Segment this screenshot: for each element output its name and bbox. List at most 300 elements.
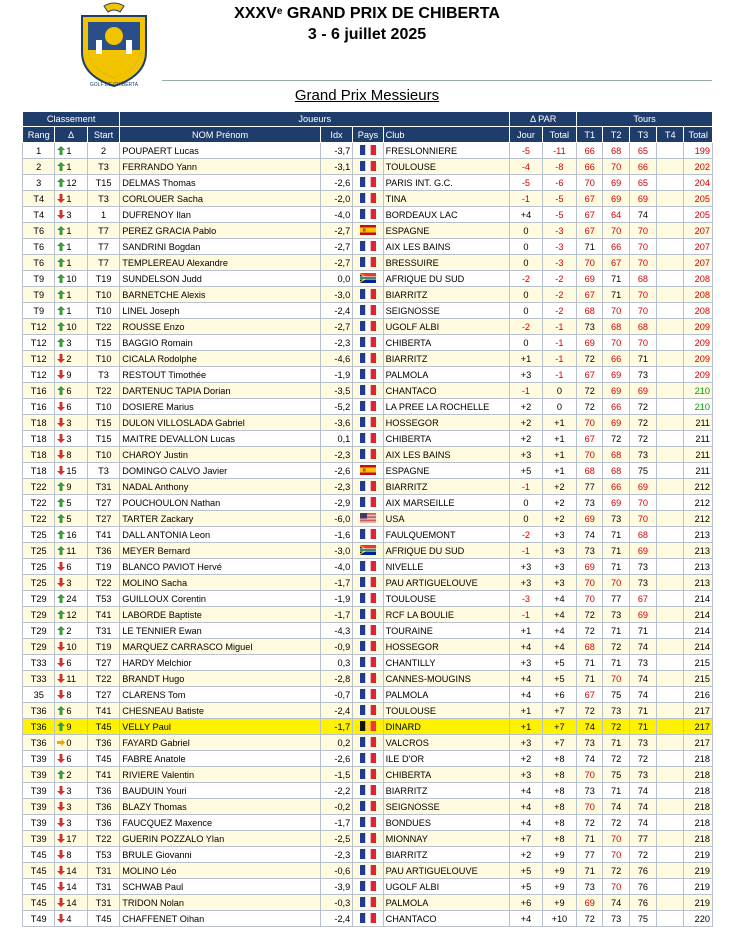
idx-cell: -0,3: [320, 895, 352, 911]
start-cell: T15: [87, 431, 119, 447]
player-name: POUCHOULON Nathan: [120, 495, 321, 511]
jour-cell: +7: [510, 831, 542, 847]
delta-cell: [55, 863, 87, 879]
player-name: DOMINGO CALVO Javier: [120, 463, 321, 479]
table-row: [23, 655, 713, 671]
par-total-cell: +9: [542, 847, 576, 863]
t2-cell: 71: [603, 543, 629, 559]
rang-cell: T22: [23, 479, 55, 495]
t2-cell: 73: [603, 703, 629, 719]
par-total-cell: +4: [542, 639, 576, 655]
start-cell: 1: [87, 207, 119, 223]
t2-cell: 70: [603, 223, 629, 239]
par-total-cell: +2: [542, 479, 576, 495]
player-name: BAGGIO Romain: [120, 335, 321, 351]
par-total-cell: -1: [542, 319, 576, 335]
t4-cell: [657, 527, 684, 543]
t3-cell: 72: [629, 751, 656, 767]
start-cell: T41: [87, 527, 119, 543]
pays-cell: [353, 191, 383, 207]
delta-value: 1: [66, 241, 72, 252]
pays-cell: [353, 287, 383, 303]
pays-cell: [353, 175, 383, 191]
tours-total-cell: 213: [684, 527, 713, 543]
flag-es-icon: [360, 225, 376, 235]
pays-cell: [353, 335, 383, 351]
tours-total-cell: 202: [684, 159, 713, 175]
delta-cell: [55, 687, 87, 703]
t4-cell: [657, 271, 684, 287]
tours-total-cell: 220: [684, 911, 713, 927]
delta-value: 1: [66, 193, 72, 204]
rang-cell: T45: [23, 879, 55, 895]
rang-cell: T25: [23, 527, 55, 543]
rang-cell: T49: [23, 911, 55, 927]
idx-cell: -1,7: [320, 719, 352, 735]
start-cell: T3: [87, 367, 119, 383]
pays-cell: [353, 447, 383, 463]
arrow-up-icon: [57, 322, 65, 331]
arrow-up-icon: [57, 386, 65, 395]
idx-cell: -1,9: [320, 591, 352, 607]
rang-cell: T36: [23, 703, 55, 719]
flag-fr-icon: [360, 897, 376, 907]
start-cell: T22: [87, 575, 119, 591]
t1-cell: 70: [577, 591, 603, 607]
club-cell: NIVELLE: [383, 559, 510, 575]
idx-cell: -1,5: [320, 767, 352, 783]
tours-total-cell: 219: [684, 863, 713, 879]
delta-value: 6: [66, 385, 72, 396]
idx-cell: -2,6: [320, 175, 352, 191]
delta-cell: [55, 783, 87, 799]
table-row: [23, 143, 713, 159]
tours-total-cell: 218: [684, 799, 713, 815]
start-cell: T36: [87, 543, 119, 559]
t3-cell: 74: [629, 639, 656, 655]
club-cell: VALCROS: [383, 735, 510, 751]
jour-cell: -5: [510, 175, 542, 191]
pays-cell: [353, 559, 383, 575]
flag-fr-icon: [360, 817, 376, 827]
tours-total-cell: 215: [684, 671, 713, 687]
t3-cell: 75: [629, 463, 656, 479]
delta-cell: [55, 575, 87, 591]
t2-cell: 77: [603, 591, 629, 607]
player-name: FABRE Anatole: [120, 751, 321, 767]
flag-fr-icon: [360, 193, 376, 203]
club-cell: ILE D'OR: [383, 751, 510, 767]
player-name: DUFRENOY Ilan: [120, 207, 321, 223]
flag-fr-icon: [360, 801, 376, 811]
rang-cell: T39: [23, 799, 55, 815]
delta-cell: [55, 271, 87, 287]
flag-fr-icon: [360, 481, 376, 491]
t2-cell: 71: [603, 559, 629, 575]
t1-cell: 73: [577, 735, 603, 751]
t2-cell: 70: [603, 847, 629, 863]
t1-cell: 71: [577, 831, 603, 847]
t3-cell: 77: [629, 831, 656, 847]
tours-total-cell: 209: [684, 319, 713, 335]
par-total-cell: +4: [542, 607, 576, 623]
t1-cell: 69: [577, 511, 603, 527]
start-cell: T45: [87, 751, 119, 767]
club-cell: HOSSEGOR: [383, 639, 510, 655]
start-cell: T53: [87, 591, 119, 607]
start-cell: T31: [87, 479, 119, 495]
start-cell: T7: [87, 255, 119, 271]
delta-value: 1: [66, 305, 72, 316]
delta-cell: [55, 383, 87, 399]
table-row: [23, 911, 713, 927]
flag-fr-icon: [360, 625, 376, 635]
idx-cell: -2,0: [320, 191, 352, 207]
par-total-cell: -11: [542, 143, 576, 159]
t3-cell: 69: [629, 191, 656, 207]
club-cell: DINARD: [383, 719, 510, 735]
delta-value: 0: [66, 737, 72, 748]
delta-cell: [55, 495, 87, 511]
pays-cell: [353, 719, 383, 735]
par-total-cell: -1: [542, 367, 576, 383]
t4-cell: [657, 239, 684, 255]
flag-us-icon: [360, 513, 376, 523]
t3-cell: 68: [629, 527, 656, 543]
t1-cell: 70: [577, 255, 603, 271]
flag-fr-icon: [360, 561, 376, 571]
delta-cell: [55, 831, 87, 847]
club-cell: ESPAGNE: [383, 463, 510, 479]
table-row: [23, 591, 713, 607]
player-name: MOLINO Sacha: [120, 575, 321, 591]
t2-cell: 69: [603, 191, 629, 207]
player-name: NADAL Anthony: [120, 479, 321, 495]
flag-fr-icon: [360, 241, 376, 251]
t2-cell: 71: [603, 287, 629, 303]
club-cell: PALMOLA: [383, 895, 510, 911]
table-row: [23, 703, 713, 719]
delta-value: 3: [66, 417, 72, 428]
idx-cell: -3,5: [320, 383, 352, 399]
t2-cell: 71: [603, 783, 629, 799]
arrow-down-icon: [57, 898, 65, 907]
t4-cell: [657, 735, 684, 751]
delta-value: 12: [66, 609, 77, 620]
pays-cell: [353, 271, 383, 287]
par-total-cell: -1: [542, 351, 576, 367]
start-cell: T3: [87, 191, 119, 207]
start-cell: T10: [87, 303, 119, 319]
t1-cell: 71: [577, 655, 603, 671]
t1-cell: 68: [577, 639, 603, 655]
idx-cell: 0,2: [320, 735, 352, 751]
rang-cell: T39: [23, 831, 55, 847]
tours-total-cell: 217: [684, 735, 713, 751]
arrow-down-icon: [57, 914, 65, 923]
par-total-cell: +5: [542, 671, 576, 687]
par-total-cell: +7: [542, 735, 576, 751]
t3-cell: 70: [629, 223, 656, 239]
t4-cell: [657, 191, 684, 207]
tours-total-cell: 209: [684, 351, 713, 367]
t3-cell: 67: [629, 591, 656, 607]
t3-cell: 70: [629, 239, 656, 255]
jour-cell: -2: [510, 527, 542, 543]
arrow-up-icon: [57, 530, 65, 539]
table-row: [23, 175, 713, 191]
player-name: MOLINO Léo: [120, 863, 321, 879]
start-cell: T15: [87, 415, 119, 431]
table-row: [23, 799, 713, 815]
rang-cell: T16: [23, 399, 55, 415]
start-cell: T10: [87, 287, 119, 303]
rang-cell: T39: [23, 783, 55, 799]
par-total-cell: -3: [542, 255, 576, 271]
t2-cell: 70: [603, 303, 629, 319]
flag-fr-icon: [360, 353, 376, 363]
t1-cell: 69: [577, 559, 603, 575]
t3-cell: 68: [629, 271, 656, 287]
table-row: [23, 351, 713, 367]
club-cell: SEIGNOSSE: [383, 799, 510, 815]
jour-cell: +5: [510, 879, 542, 895]
t1-cell: 73: [577, 879, 603, 895]
rang-cell: T6: [23, 239, 55, 255]
t3-cell: 71: [629, 623, 656, 639]
arrow-up-icon: [57, 290, 65, 299]
pays-cell: [353, 479, 383, 495]
tours-total-cell: 211: [684, 463, 713, 479]
delta-cell: [55, 543, 87, 559]
jour-cell: +4: [510, 911, 542, 927]
arrow-down-icon: [57, 802, 65, 811]
t1-cell: 72: [577, 911, 603, 927]
pays-cell: [353, 847, 383, 863]
idx-cell: -1,7: [320, 575, 352, 591]
pays-cell: [353, 751, 383, 767]
group-tours: Tours: [577, 112, 713, 127]
club-cell: UGOLF ALBI: [383, 319, 510, 335]
flag-fr-icon: [360, 449, 376, 459]
t2-cell: 70: [603, 575, 629, 591]
jour-cell: +4: [510, 815, 542, 831]
player-name: FAUCQUEZ Maxence: [120, 815, 321, 831]
t2-cell: 70: [603, 335, 629, 351]
delta-value: 17: [66, 833, 77, 844]
table-row: [23, 223, 713, 239]
flag-fr-icon: [360, 209, 376, 219]
par-total-cell: +1: [542, 447, 576, 463]
player-name: DULON VILLOSLADA Gabriel: [120, 415, 321, 431]
player-name: GUILLOUX Corentin: [120, 591, 321, 607]
t3-cell: 69: [629, 479, 656, 495]
tours-total-cell: 208: [684, 303, 713, 319]
t4-cell: [657, 703, 684, 719]
start-cell: T3: [87, 159, 119, 175]
t4-cell: [657, 911, 684, 927]
t4-cell: [657, 719, 684, 735]
player-name: BAUDUIN Youri: [120, 783, 321, 799]
t4-cell: [657, 863, 684, 879]
table-row: [23, 815, 713, 831]
table-row: [23, 303, 713, 319]
pays-cell: [353, 607, 383, 623]
par-total-cell: +4: [542, 623, 576, 639]
delta-cell: [55, 751, 87, 767]
delta-value: 6: [66, 561, 72, 572]
group-par: Δ PAR: [510, 112, 577, 127]
t3-cell: 76: [629, 879, 656, 895]
idx-cell: -1,7: [320, 815, 352, 831]
arrow-up-icon: [57, 546, 65, 555]
flag-fr-icon: [360, 177, 376, 187]
pays-cell: [353, 351, 383, 367]
t3-cell: 72: [629, 399, 656, 415]
tours-total-cell: 216: [684, 687, 713, 703]
club-cell: BIARRITZ: [383, 351, 510, 367]
start-cell: T19: [87, 639, 119, 655]
arrow-up-icon: [57, 514, 65, 523]
t2-cell: 68: [603, 143, 629, 159]
tours-total-cell: 204: [684, 175, 713, 191]
tours-total-cell: 209: [684, 335, 713, 351]
rang-cell: T45: [23, 863, 55, 879]
flag-fr-icon: [360, 865, 376, 875]
title-rest: GRAND PRIX DE CHIBERTA: [282, 5, 500, 22]
par-total-cell: +8: [542, 815, 576, 831]
t3-cell: 70: [629, 287, 656, 303]
table-row: [23, 319, 713, 335]
leaderboard-table: [22, 111, 713, 927]
pays-cell: [353, 255, 383, 271]
idx-cell: -2,4: [320, 303, 352, 319]
table-row: [23, 751, 713, 767]
t3-cell: 70: [629, 335, 656, 351]
arrow-up-icon: [57, 274, 65, 283]
table-row: [23, 431, 713, 447]
table-row: [23, 383, 713, 399]
rang-cell: T29: [23, 623, 55, 639]
t1-cell: 68: [577, 463, 603, 479]
club-cell: CHIBERTA: [383, 431, 510, 447]
par-total-cell: +6: [542, 687, 576, 703]
par-total-cell: -2: [542, 287, 576, 303]
rang-cell: T4: [23, 207, 55, 223]
t4-cell: [657, 815, 684, 831]
jour-cell: +3: [510, 559, 542, 575]
club-cell: LA PREE LA ROCHELLE: [383, 399, 510, 415]
t1-cell: 73: [577, 783, 603, 799]
title-prefix: XXXV: [234, 5, 277, 22]
flag-fr-icon: [360, 593, 376, 603]
flag-be-icon: [360, 721, 376, 731]
player-name: LE TENNIER Ewan: [120, 623, 321, 639]
tours-total-cell: 211: [684, 415, 713, 431]
player-name: GUERIN POZZALO Ylan: [120, 831, 321, 847]
club-cell: BIARRITZ: [383, 783, 510, 799]
rang-cell: T9: [23, 271, 55, 287]
rang-cell: T18: [23, 463, 55, 479]
par-total-cell: -5: [542, 207, 576, 223]
pays-cell: [353, 911, 383, 927]
t2-cell: 66: [603, 479, 629, 495]
club-cell: TINA: [383, 191, 510, 207]
start-cell: T41: [87, 767, 119, 783]
t2-cell: 72: [603, 751, 629, 767]
t1-cell: 71: [577, 863, 603, 879]
t3-cell: 74: [629, 783, 656, 799]
idx-cell: -3,1: [320, 159, 352, 175]
tours-total-cell: 214: [684, 607, 713, 623]
player-name: TARTER Zackary: [120, 511, 321, 527]
tours-total-cell: 212: [684, 495, 713, 511]
t2-cell: 67: [603, 255, 629, 271]
delta-value: 8: [66, 449, 72, 460]
tours-total-cell: 214: [684, 591, 713, 607]
par-total-cell: +4: [542, 591, 576, 607]
t1-cell: 68: [577, 303, 603, 319]
delta-cell: [55, 431, 87, 447]
rang-cell: T45: [23, 847, 55, 863]
t1-cell: 66: [577, 143, 603, 159]
start-cell: T15: [87, 335, 119, 351]
col-total2: Total: [684, 127, 713, 143]
idx-cell: -5,2: [320, 399, 352, 415]
player-name: DALL ANTONIA Leon: [120, 527, 321, 543]
club-cell: HOSSEGOR: [383, 415, 510, 431]
t3-cell: 73: [629, 559, 656, 575]
golf-de-chiberta-logo: [74, 2, 154, 88]
flag-fr-icon: [360, 433, 376, 443]
tours-total-cell: 213: [684, 575, 713, 591]
start-cell: T31: [87, 863, 119, 879]
delta-cell: [55, 319, 87, 335]
t1-cell: 67: [577, 687, 603, 703]
arrow-up-icon: [57, 306, 65, 315]
start-cell: 2: [87, 143, 119, 159]
table-row: [23, 191, 713, 207]
club-cell: TOULOUSE: [383, 159, 510, 175]
idx-cell: -0,2: [320, 799, 352, 815]
delta-value: 9: [66, 721, 72, 732]
player-name: TRIDON Nolan: [120, 895, 321, 911]
t3-cell: 73: [629, 767, 656, 783]
t4-cell: [657, 783, 684, 799]
start-cell: T19: [87, 559, 119, 575]
t2-cell: 73: [603, 511, 629, 527]
flag-fr-icon: [360, 689, 376, 699]
flag-fr-icon: [360, 753, 376, 763]
flag-fr-icon: [360, 881, 376, 891]
tours-total-cell: 219: [684, 847, 713, 863]
club-cell: CANNES-MOUGINS: [383, 671, 510, 687]
arrow-up-icon: [57, 498, 65, 507]
rang-cell: T16: [23, 383, 55, 399]
jour-cell: +3: [510, 655, 542, 671]
player-name: DOSIERE Marius: [120, 399, 321, 415]
pays-cell: [353, 831, 383, 847]
table-row: [23, 527, 713, 543]
tours-total-cell: 210: [684, 383, 713, 399]
arrow-down-icon: [57, 194, 65, 203]
t2-cell: 72: [603, 639, 629, 655]
jour-cell: +4: [510, 639, 542, 655]
delta-value: 6: [66, 657, 72, 668]
arrow-down-icon: [57, 882, 65, 891]
idx-cell: -4,3: [320, 623, 352, 639]
t3-cell: 74: [629, 815, 656, 831]
